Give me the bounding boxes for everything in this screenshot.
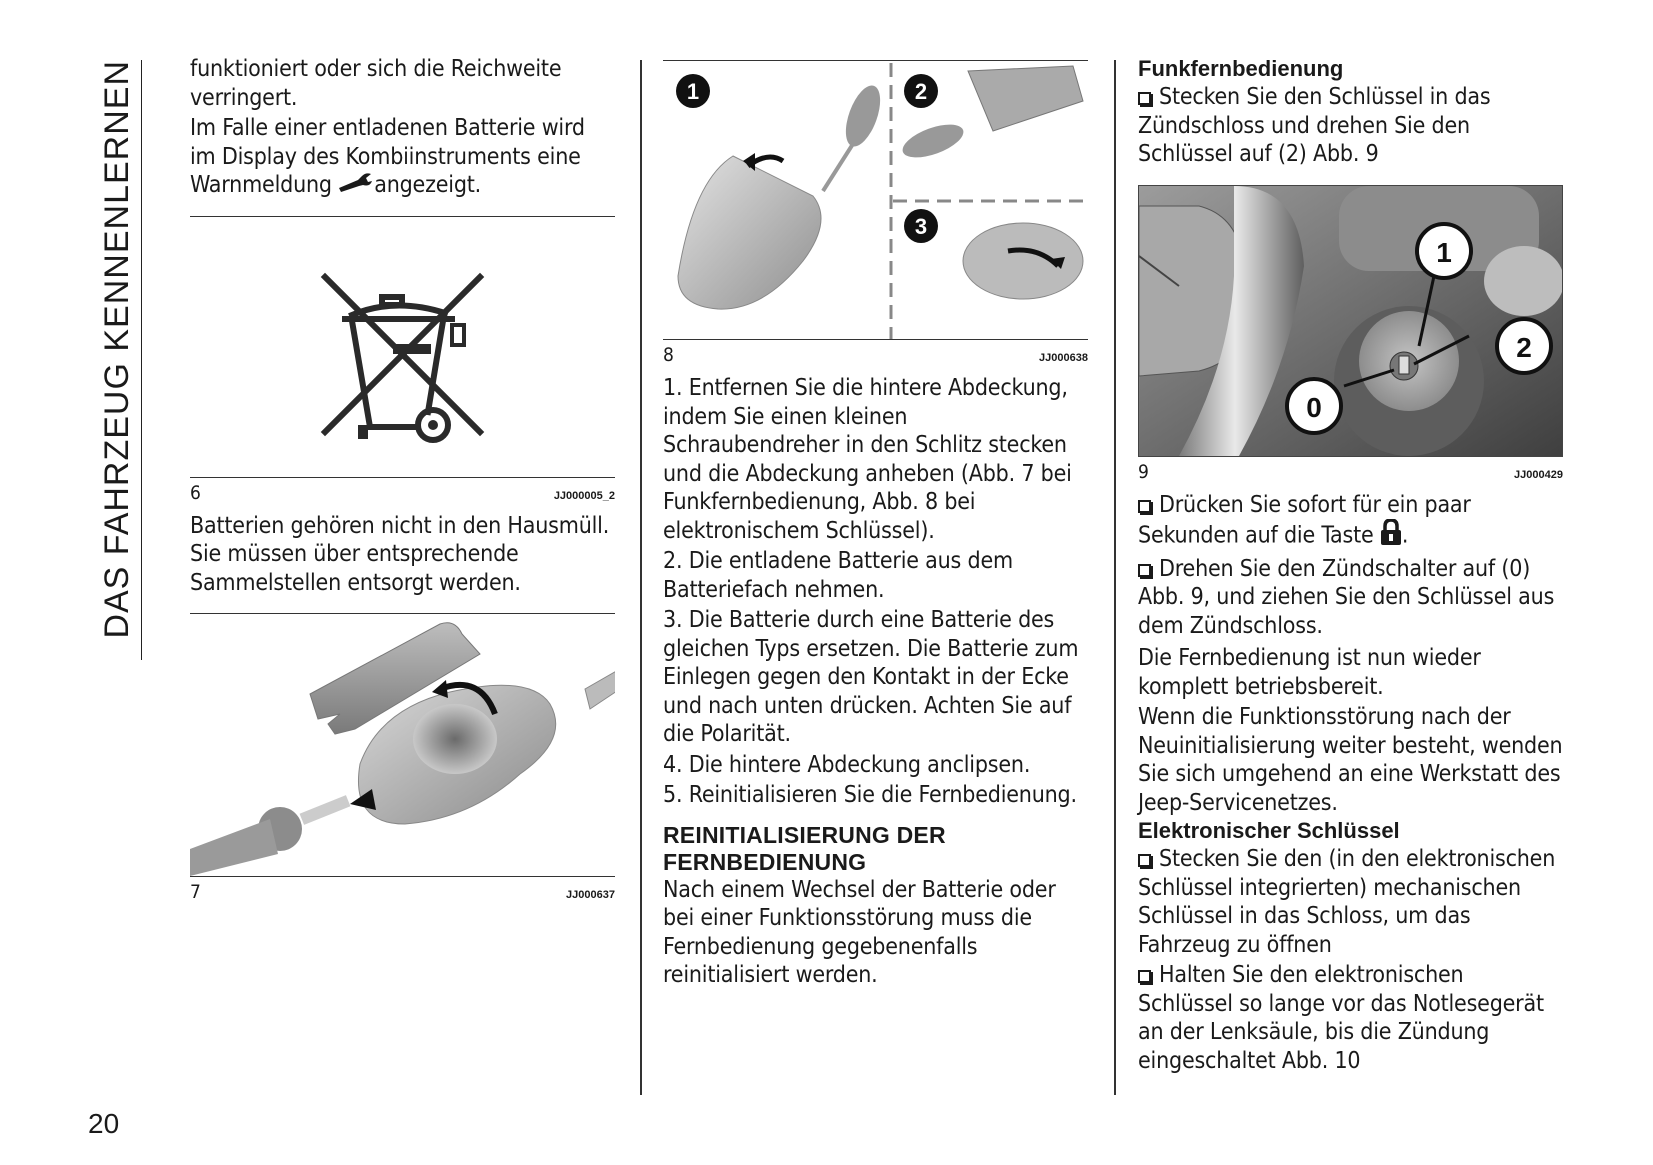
callout-2 (1497, 319, 1551, 373)
figure-6 (190, 216, 615, 477)
figure-8 (663, 60, 1088, 339)
subheading-electronic-key: Elektronischer Schlüssel (1138, 818, 1400, 843)
bullet-item: Stecken Sie den Schlüssel in das Zündschloss und drehen Sie den Schlüssel auf (2) Abb. 9 (1138, 84, 1491, 167)
column-divider-1 (640, 60, 642, 1095)
figure-code: JJ000637 (566, 889, 615, 902)
column-3 (1138, 55, 1563, 1075)
electronic-key-battery-replacement-illustration (663, 61, 1088, 339)
paragraph-warning-message: Im Falle einer entladenen Batterie wird im Display des Kombiinstruments eine Warnmeldung angezeigt. (190, 115, 585, 198)
subheading-remote-control: Funkfernbedienung (1138, 56, 1344, 81)
step-item: 4. Die hintere Abdeckung anclipsen. (663, 751, 1031, 778)
checkbox-bullet-icon (1138, 854, 1151, 867)
figure-6-caption (190, 477, 615, 504)
paragraph: Die Fernbedienung ist nun wieder komplett betriebsbereit. (1138, 645, 1481, 700)
bullet-item: Stecken Sie den (in den elektronischen Schlüssel integrierten) mechanischen Schlüssel in das Schloss, um das Fahrzeug zu öffnen (1138, 846, 1556, 958)
paragraph-battery-disposal: Batterien gehören nicht in den Hausmüll. Sie müssen über entsprechende Sammelstellen entsorgt werden. (190, 512, 610, 596)
step-item: 1. Entfernen Sie die hintere Abdeckung, indem Sie einen kleinen Schraubendreher in den Schlitz stecken und die Abdeckung anheben (Abb. 7 bei Funkfernbedienung, Abb. 8 bei elektronischem Schlüssel). (663, 375, 1072, 544)
padlock-icon (1380, 519, 1402, 553)
figure-number: 7 (190, 881, 201, 904)
panel-label-2: 2 (914, 79, 928, 104)
bullet-item: Drehen Sie den Zündschalter auf (0) Abb. 9, und ziehen Sie den Schlüssel aus dem Zündschloss. (1138, 555, 1555, 639)
step-item: 3. Die Batterie durch eine Batterie des gleichen Typs ersetzen. Die Batterie zum Einlegen gegen den Kontakt in der Ecke und nach unten drücken. Achten Sie auf die Polarität. (663, 607, 1079, 747)
checkbox-bullet-icon (1138, 564, 1151, 577)
figure-9 (1138, 185, 1563, 457)
column-1 (190, 55, 615, 911)
svg-text:1: 1 (1436, 236, 1452, 268)
crossed-out-wheelie-bin-icon (190, 217, 615, 477)
ignition-switch-positions-photo (1139, 186, 1563, 456)
bullet-item: Halten Sie den elektronischen Schlüssel so lange vor das Notlesegerät an der Lenksäule, bis die Zündung eingeschaltet Abb. 10 (1138, 962, 1544, 1074)
bullet-item: Drücken Sie sofort für ein paar Sekunden auf die Taste . (1138, 491, 1563, 553)
column-divider-2 (1114, 60, 1116, 1095)
chapter-title-vertical (92, 60, 142, 660)
figure-code: JJ000005_2 (553, 489, 615, 502)
figure-code: JJ000429 (1514, 468, 1563, 481)
figure-8-caption (663, 339, 1088, 366)
svg-text:2: 2 (1516, 331, 1532, 363)
figure-9-caption (1138, 457, 1563, 483)
callout-0 (1287, 379, 1341, 433)
step-item: 2. Die entladene Batterie aus dem Batteriefach nehmen. (663, 548, 1013, 603)
panel-label-3: 3 (914, 214, 928, 239)
paragraph: funktioniert oder sich die Reichweite verringert. (190, 56, 562, 111)
chapter-title: DAS FAHRZEUG KENNENLERNEN (98, 60, 136, 639)
figure-number: 9 (1138, 460, 1149, 483)
checkbox-bullet-icon (1138, 970, 1151, 983)
column-2 (663, 60, 1088, 990)
figure-code: JJ000638 (1039, 352, 1088, 364)
section-paragraph: Nach einem Wechsel der Batterie oder bei einer Funktionsstörung muss die Fernbedienung gegebenenfalls reinitialisiert werden. (663, 876, 1056, 988)
page-number: 20 (88, 1108, 120, 1139)
key-fob-cover-removal-illustration (190, 614, 615, 876)
callout-1 (1417, 224, 1471, 278)
figure-number: 8 (663, 344, 674, 366)
svg-text:0: 0 (1306, 391, 1322, 423)
checkbox-bullet-icon (1138, 92, 1151, 105)
figure-7 (190, 613, 615, 876)
panel-label-1: 1 (686, 79, 700, 104)
chapter-title-rule (141, 60, 142, 660)
paragraph: Wenn die Funktionsstörung nach der Neuinitialisierung weiter besteht, wenden Sie sich umgehend an eine Werkstatt des Jeep-Servicenetzes. (1138, 704, 1563, 816)
figure-7-caption (190, 876, 615, 903)
battery-replacement-steps (663, 374, 1088, 810)
figure-number: 6 (190, 481, 201, 504)
section-heading: REINITIALISIERUNG DER FERNBEDIENUNG (663, 821, 946, 875)
step-item: 5. Reinitialisieren Sie die Fernbedienung. (663, 782, 1077, 808)
wrench-icon (338, 171, 374, 200)
checkbox-bullet-icon (1138, 500, 1151, 513)
